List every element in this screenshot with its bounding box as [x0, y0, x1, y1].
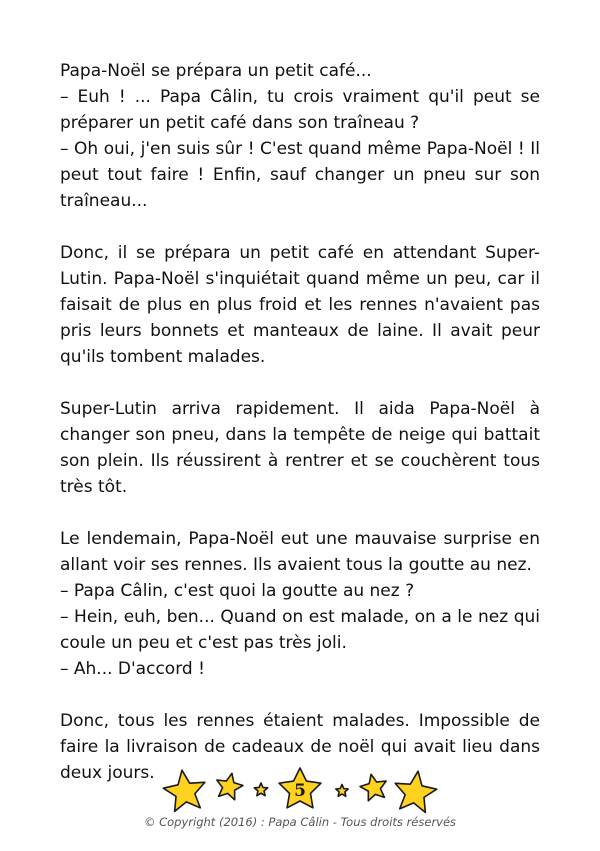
- text-line: Le lendemain, Papa-Noël eut une mauvaise surprise en: [60, 529, 540, 549]
- text-line: faisait de plus en plus froid et les rennes n'avaient pas: [60, 295, 540, 315]
- text-line: Donc, tous les rennes étaient malades. Impossible de: [60, 711, 540, 731]
- story-paragraph: [60, 396, 540, 500]
- text-line: préparer un petit café dans son traîneau ?: [60, 113, 420, 133]
- page-number-decoration: [0, 760, 600, 820]
- text-line: – Papa Câlin, c'est quoi la goutte au nez ?: [60, 581, 415, 601]
- star-icon: [395, 771, 436, 812]
- text-line: faire la livraison de cadeaux de noël qui avait lieu dans: [60, 737, 540, 757]
- text-line: – Hein, euh, ben... Quand on est malade, on a le nez qui: [60, 607, 540, 627]
- story-text: [60, 58, 540, 812]
- text-line: son plein. Ils réussirent à rentrer et se couchèrent tous: [60, 451, 540, 471]
- text-line: qu'ils tombent malades.: [60, 347, 266, 367]
- text-line: Papa-Noël se prépara un petit café...: [60, 61, 372, 81]
- text-line: Super-Lutin arriva rapidement. Il aida Papa-Noël à: [60, 399, 540, 419]
- text-line: – Euh ! ... Papa Câlin, tu crois vraiment qu'il peut se: [60, 87, 540, 107]
- text-line: très tôt.: [60, 477, 128, 497]
- text-line: Donc, il se prépara un petit café en attendant Super-: [60, 243, 540, 263]
- text-line: pris leurs bonnets et manteaux de laine. Il avait peur: [60, 321, 540, 341]
- text-line: changer son pneu, dans la tempête de neige qui battait: [60, 425, 540, 445]
- star-icon: [360, 774, 386, 800]
- page-number: 5: [294, 781, 306, 801]
- star-icon: [217, 773, 243, 799]
- story-paragraph: [60, 526, 540, 682]
- story-paragraph: [60, 58, 540, 214]
- text-line: – Ah... D'accord !: [60, 659, 205, 679]
- star-icon: [254, 783, 267, 796]
- stars-svg: [0, 760, 600, 820]
- star-icon: [336, 785, 348, 797]
- text-line: peut tout faire ! Enfin, sauf changer un pneu sur son: [60, 165, 540, 185]
- text-line: traîneau...: [60, 191, 148, 211]
- star-icon: [163, 770, 204, 811]
- story-paragraph: [60, 240, 540, 370]
- text-line: coule un peu et c'est pas très joli.: [60, 633, 347, 653]
- text-line: deux jours.: [60, 763, 155, 783]
- text-line: Lutin. Papa-Noël s'inquiétait quand même un peu, car il: [60, 269, 540, 289]
- copyright-footer: © Copyright (2016) : Papa Câlin - Tous droits réservés: [143, 815, 457, 829]
- text-line: – Oh oui, j'en suis sûr ! C'est quand même Papa-Noël ! Il: [60, 139, 540, 159]
- text-line: allant voir ses rennes. Ils avaient tous la goutte au nez.: [60, 555, 532, 575]
